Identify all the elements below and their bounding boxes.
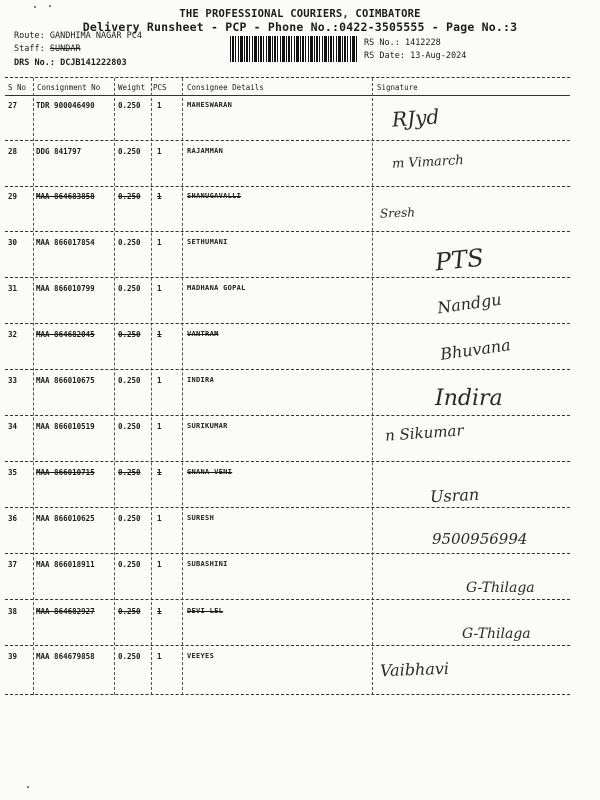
weight-value: 0.250 [118, 607, 141, 616]
handwritten-signature: Sresh [379, 205, 416, 221]
handwritten-signature: 9500956994 [432, 530, 528, 548]
staff-line [14, 44, 81, 54]
serial-number: 37 [8, 560, 18, 569]
weight-value: 0.250 [118, 330, 141, 339]
row-separator [5, 369, 570, 370]
rs-date-line [364, 51, 466, 61]
serial-number: 27 [8, 101, 18, 110]
consignment-number: MAA 864683858 [36, 192, 95, 201]
pieces-count: 1 [157, 468, 162, 477]
consignee-name: MADHANA GOPAL [187, 284, 246, 292]
pieces-count: 1 [157, 652, 162, 661]
route-label: Route: [14, 31, 45, 41]
handwritten-signature: PTS [433, 243, 485, 277]
row-separator [5, 553, 570, 554]
handwritten-signature: Bhuvana [439, 335, 512, 364]
weight-value: 0.250 [118, 101, 141, 110]
table-row [0, 464, 600, 510]
consignment-number: MAA 866010625 [36, 514, 95, 523]
handwritten-signature: Indira [435, 386, 503, 411]
serial-number: 34 [8, 422, 18, 431]
pieces-count: 1 [157, 238, 162, 247]
consignment-number: MAA 866018911 [36, 560, 95, 569]
row-separator [5, 231, 570, 232]
handwritten-signature: m Vimarch [391, 153, 465, 172]
pieces-count: 1 [157, 422, 162, 431]
consignee-name: SURESH [187, 514, 215, 522]
row-separator [5, 323, 570, 324]
consignment-number: MAA 864679858 [36, 652, 95, 661]
row-separator [5, 507, 570, 508]
weight-value: 0.250 [118, 514, 141, 523]
runsheet-subtitle: Delivery Runsheet - PCP - Phone No.:0422-3505555 - Page No.:3 [82, 20, 518, 34]
pieces-count: 1 [157, 376, 162, 385]
speck [34, 6, 36, 8]
pieces-count: 1 [157, 101, 162, 110]
pieces-count: 1 [157, 192, 162, 201]
handwritten-signature: G-Thilaga [462, 626, 531, 642]
handwritten-signature: G-Thilaga [466, 580, 535, 596]
weight-value: 0.250 [118, 238, 141, 247]
row-separator [5, 277, 570, 278]
row-separator [5, 645, 570, 646]
consignee-name: VANTRAM [187, 330, 219, 338]
pieces-count: 1 [157, 607, 162, 616]
handwritten-signature: RJyd [391, 104, 440, 132]
table-row [0, 188, 600, 234]
serial-number: 32 [8, 330, 18, 339]
table-row [0, 280, 600, 326]
drs-label: DRS No.: [14, 58, 55, 68]
row-separator [5, 415, 570, 416]
weight-value: 0.250 [118, 560, 141, 569]
serial-number: 36 [8, 514, 18, 523]
consignee-name: VEEYES [187, 652, 215, 660]
handwritten-signature: Vaibhavi [379, 658, 450, 681]
route-value: GANDHIMA NAGAR PC4 [49, 31, 142, 41]
row-separator [5, 186, 570, 187]
consignee-name: SUBASHINI [187, 560, 228, 568]
weight-value: 0.250 [118, 376, 141, 385]
header-rule [5, 95, 570, 96]
weight-value: 0.250 [118, 468, 141, 477]
col-header-sno: S No [8, 83, 27, 92]
consignment-number: TDR 900046490 [36, 101, 95, 110]
consignee-name: DEVI LEL [187, 607, 224, 615]
consignment-number: MAA 866017854 [36, 238, 95, 247]
serial-number: 31 [8, 284, 18, 293]
weight-value: 0.250 [118, 147, 141, 156]
consignment-number: MAA 864682927 [36, 607, 95, 616]
rs-no-line [364, 38, 441, 48]
weight-value: 0.250 [118, 422, 141, 431]
row-separator [5, 694, 570, 695]
serial-number: 28 [8, 147, 18, 156]
weight-value: 0.250 [118, 284, 141, 293]
pieces-count: 1 [157, 147, 162, 156]
table-row [0, 648, 600, 694]
consignee-name: MAHESWARAN [187, 101, 233, 109]
speck [27, 786, 29, 788]
serial-number: 33 [8, 376, 18, 385]
serial-number: 39 [8, 652, 18, 661]
table-row [0, 143, 600, 189]
serial-number: 35 [8, 468, 18, 477]
consignee-name: GNANA VENI [187, 468, 233, 476]
col-header-signature: Signature [377, 83, 418, 92]
serial-number: 29 [8, 192, 18, 201]
row-separator [5, 140, 570, 141]
weight-value: 0.250 [118, 192, 141, 201]
table-top-rule [5, 77, 570, 78]
pieces-count: 1 [157, 560, 162, 569]
col-header-weight: Weight [118, 83, 146, 92]
consignment-number: MAA 866010675 [36, 376, 95, 385]
weight-value: 0.250 [118, 652, 141, 661]
pieces-count: 1 [157, 284, 162, 293]
pieces-count: 1 [157, 330, 162, 339]
rs-no-value: 1412228 [404, 38, 441, 48]
handwritten-signature: Nandgu [435, 289, 503, 318]
drs-line [14, 58, 127, 68]
consignee-name: SETHUMANI [187, 238, 228, 246]
table-row [0, 97, 600, 143]
company-title: THE PROFESSIONAL COURIERS, COIMBATORE [179, 8, 421, 20]
rs-date-value: 13-Aug-2024 [410, 51, 467, 61]
col-header-consignment: Consignment No [37, 83, 101, 92]
consignee-name: SHANUGAVALLI [187, 192, 242, 200]
table-row [0, 372, 600, 418]
consignee-name: INDIRA [187, 376, 215, 384]
consignment-number: MAA 866010519 [36, 422, 95, 431]
handwritten-signature: n Sikumar [384, 421, 465, 445]
col-header-consignee: Consignee Details [187, 83, 264, 92]
rs-date-label: RS Date: [364, 51, 405, 61]
barcode [230, 36, 358, 62]
speck [49, 5, 51, 7]
staff-value: SUNDAR [49, 44, 81, 54]
col-header-pcs: PCS [153, 83, 167, 92]
table-row [0, 418, 600, 464]
consignment-number: MAA 866010715 [36, 468, 95, 477]
consignment-number: MAA 864682045 [36, 330, 95, 339]
consignment-number: DDG 841797 [36, 147, 82, 156]
route-line [14, 31, 142, 41]
staff-label: Staff: [14, 44, 45, 54]
pieces-count: 1 [157, 514, 162, 523]
serial-number: 38 [8, 607, 18, 616]
handwritten-signature: Usran [429, 484, 480, 507]
rs-no-label: RS No.: [364, 38, 400, 48]
serial-number: 30 [8, 238, 18, 247]
consignee-name: SURIKUMAR [187, 422, 228, 430]
table-row [0, 234, 600, 280]
consignment-number: MAA 866010799 [36, 284, 95, 293]
row-separator [5, 599, 570, 600]
consignee-name: RAJAMMAN [187, 147, 224, 155]
drs-value: DCJB141222803 [60, 58, 127, 68]
row-separator [5, 461, 570, 462]
